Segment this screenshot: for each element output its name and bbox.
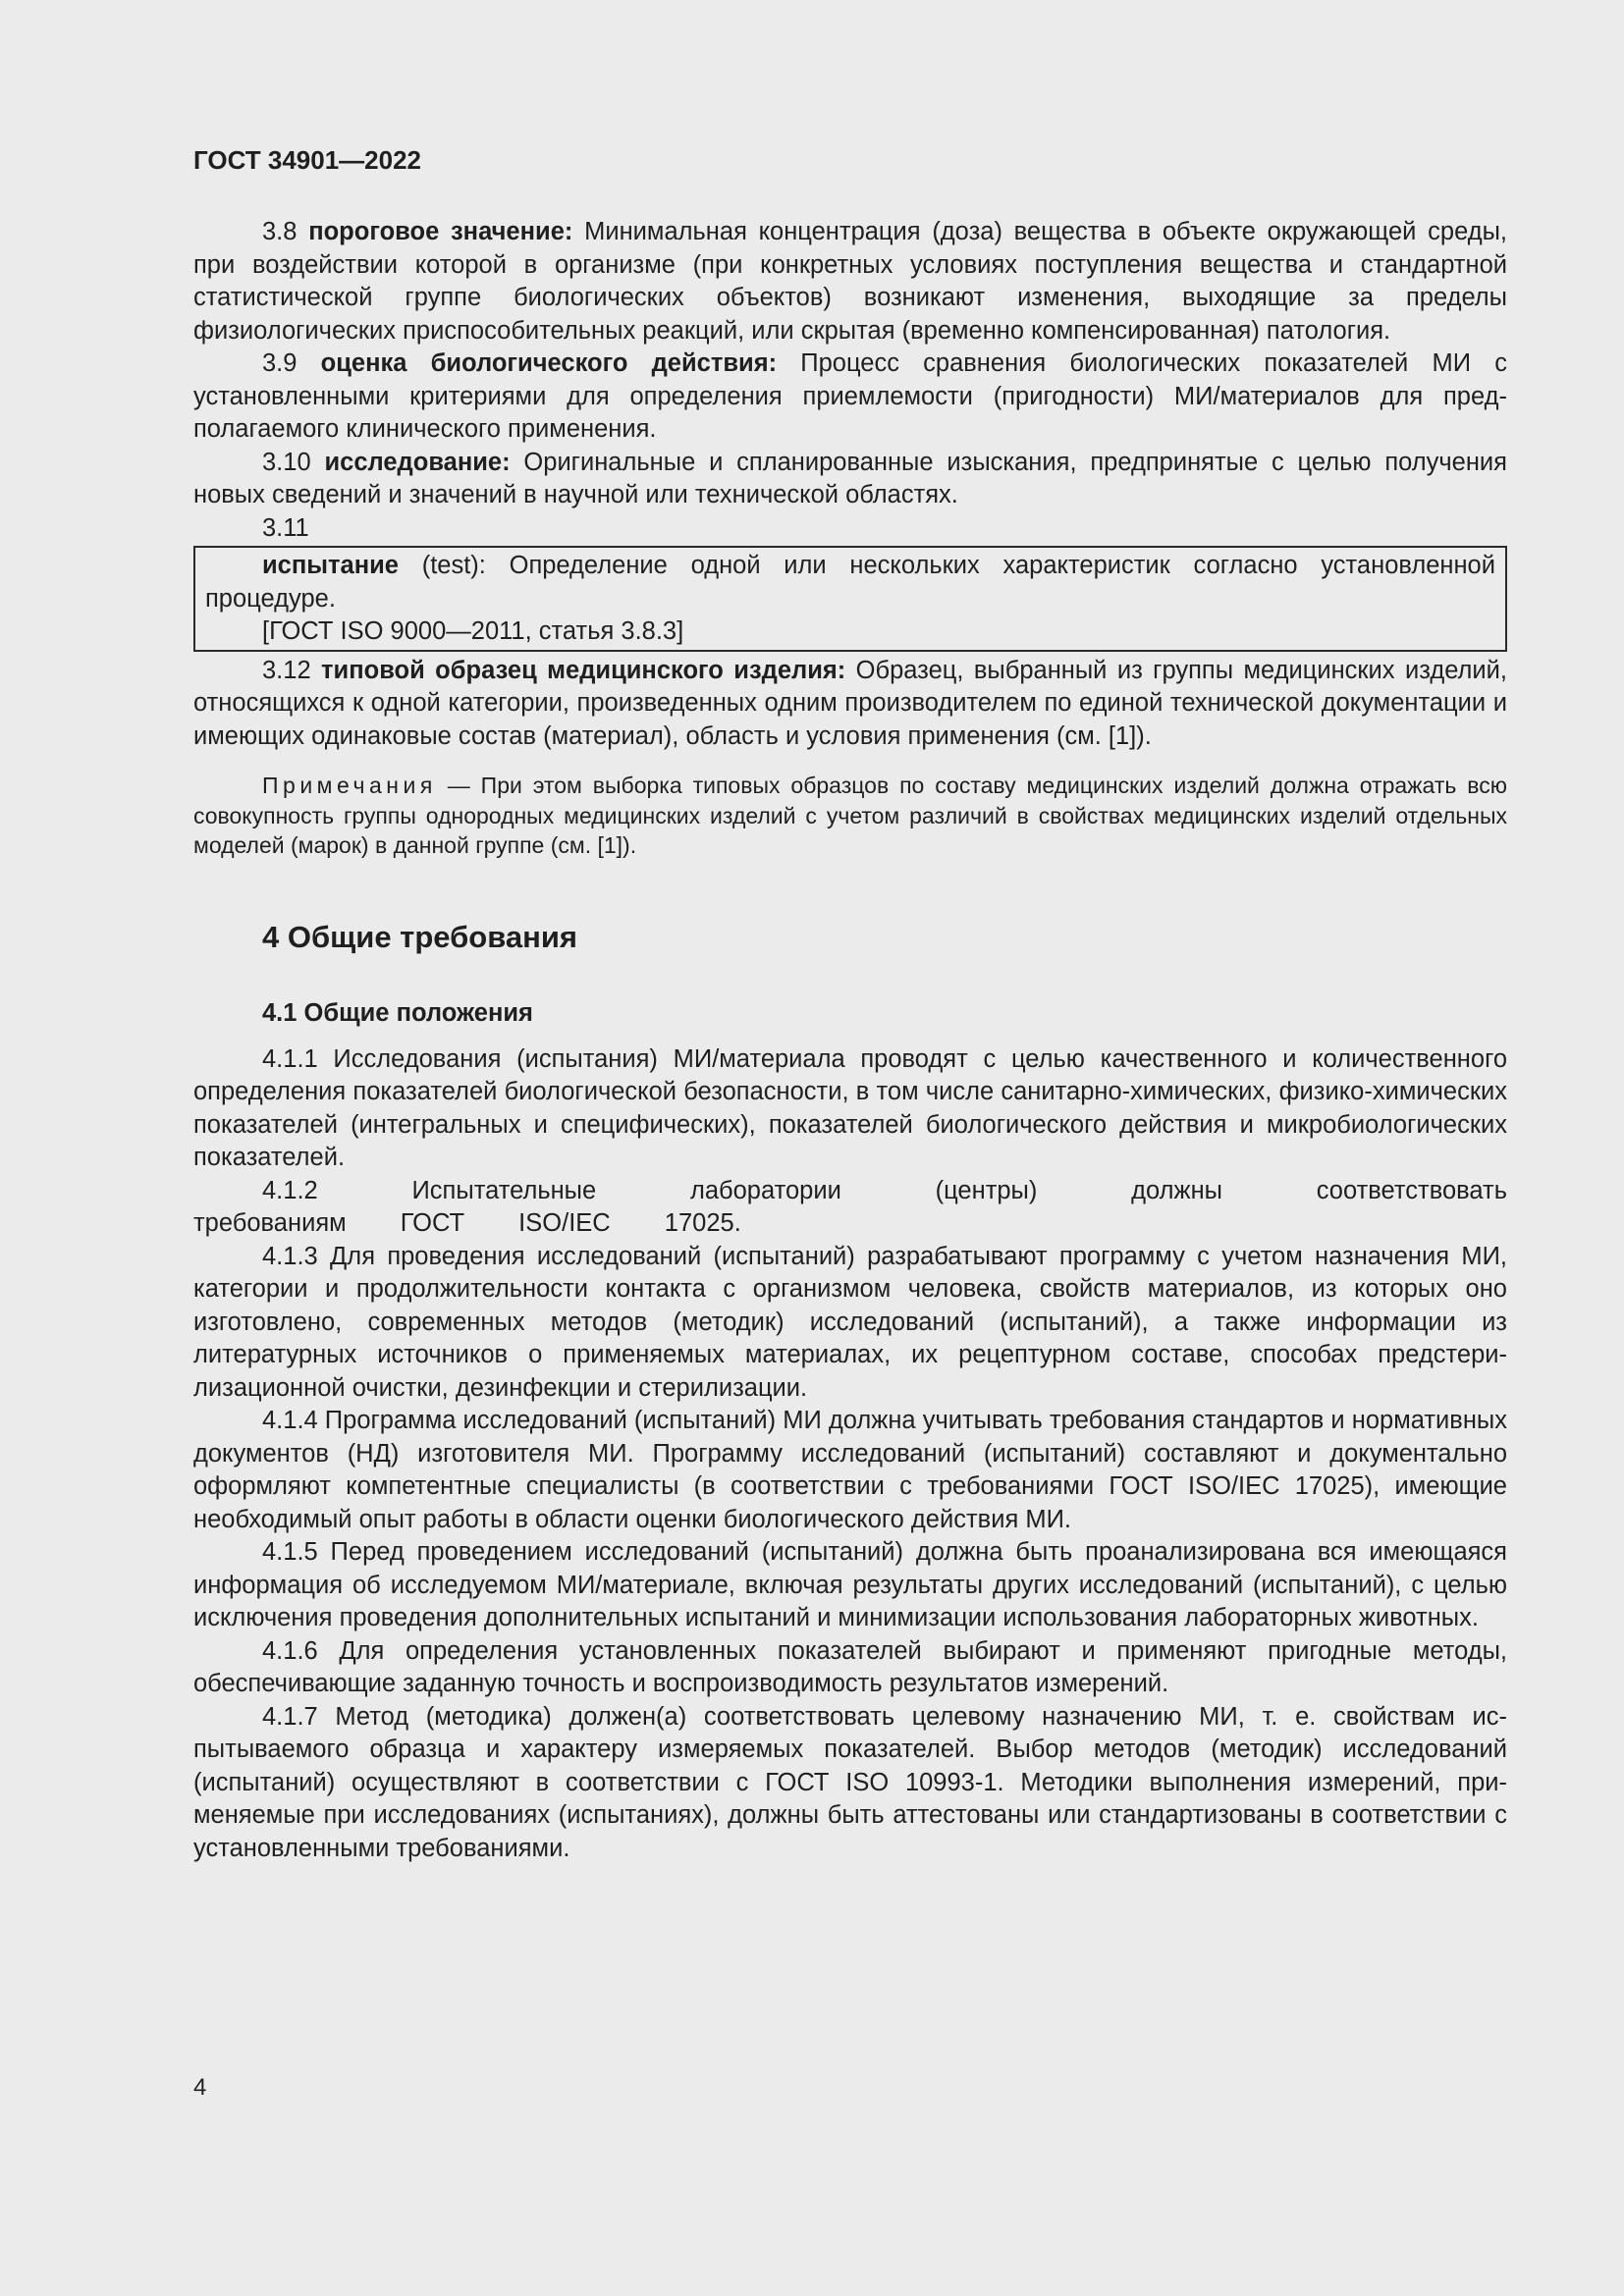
definition-term: исследование: (324, 448, 511, 476)
definition-term: оценка биологического действия: (320, 349, 778, 377)
definition-term: типовой образец медицинского изделия: (321, 656, 846, 684)
definition-number: 3.10 (262, 448, 311, 476)
definition-term: пороговое значение: (308, 218, 573, 245)
page-number: 4 (193, 2074, 207, 2101)
subsection-heading: 4.1 Общие положения (262, 998, 533, 1027)
definition-text: Оригинальные и спланированные изыскания, предпринятые с целью получения новых сведений и значений в научной или технической областях. (193, 448, 1507, 508)
definition-text: Процесс сравнения биологических показателей МИ с установленными критериями для определения приемлемости (пригодности) МИ/материалов для предполагаемого клинического применения. (193, 349, 1507, 443)
note-text: — При этом выборка типовых образцов по составу медицинских изделий должна отражать всю совокупность группы однородных медицинских изделий с учетом различий в свойствах медицинских изделий отдельных моделей (марок) в данной группе (см. [1]). (193, 773, 1507, 858)
paragraph-4-1-6: 4.1.6 Для определения установленных показателей выбирают и применяют пригодные методы, обеспечивающие заданную точность и воспроизводимость результатов измерений. (193, 1636, 1507, 1697)
paragraph-4-1-4: 4.1.4 Программа исследований (испытаний) МИ должна учитывать требования стандартов и нормативных документов (НД) изготовителя МИ. Программу исследований (испытаний) составляют и документально оформляют компетентные специалисты (в соответствии с требованиями ГОСТ ISO/IEC 17025), имеющие необходимый опыт работы в области оценки биологического действия МИ. (193, 1407, 1507, 1533)
quoted-definition-box (193, 546, 1507, 652)
definition-number: 3.8 (262, 218, 298, 245)
definition-text: Образец, выбранный из группы медицинских изделий, относящихся к одной категории, произведенных одним производителем по единой технической документации и имеющих одинаковые состав (материал), область и условия применения (см. [1]). (193, 656, 1507, 750)
definition-3-9 (193, 347, 1507, 447)
definition-text: Минимальная концентрация (доза) вещества в объекте окружающей среды, при воздействии которой в организме (при конкретных условиях поступления вещества и стандартной статистической группе биологических объектов) возникают изменения, выходящие за пределы физиологических приспособительных реакций, или скрытая (временно компенсированная) патология. (193, 218, 1507, 345)
definition-3-8 (193, 216, 1507, 347)
definition-3-12 (193, 655, 1507, 754)
paragraph-4-1-7: 4.1.7 Метод (методика) должен(а) соответствовать целевому назначению МИ, т. е. свойствам испытываемого образца и характеру измеряемых показателей. Выбор методов (методик) исследований (испытаний) осуществляют в соответствии с ГОСТ ISO 10993-1. Методики выполнения измерений, применяемые при исследованиях (испытаниях), должны быть аттестованы или стандартизованы в соответствии с установленными требованиями. (193, 1702, 1507, 1862)
section-heading: 4 Общие требования (262, 919, 577, 954)
definition-number: 3.9 (262, 349, 298, 377)
definition-number: 3.12 (262, 656, 311, 684)
paragraph-4-1-5: 4.1.5 Перед проведением исследований (испытаний) должна быть проанализирована вся имеющаяся информация об исследуемом МИ/материале, включая результаты других исследований (испытаний), с целью исключения проведения дополнительных испытаний и минимизации использования лабораторных животных. (193, 1538, 1507, 1631)
definition-number-3-11: 3.11 (262, 513, 309, 542)
definition-source: [ГОСТ ISO 9000—2011, статья 3.8.3] (262, 617, 684, 645)
document-page (193, 143, 1507, 1865)
paragraph-4-1-3: 4.1.3 Для проведения исследований (испытаний) разрабатывают программу с учетом назначения МИ, категории и продолжительности контакта с организмом человека, свойств материалов, из которых оно изготовлено, современных методов (методик) исследований (испытаний), а также информации из литературных источников о применяемых материалах, их рецептурном составе, способах предстерилизационной очистки, дезинфекции и стерилизации. (193, 1242, 1507, 1402)
definition-3-10 (193, 447, 1507, 512)
definition-term: испытание (262, 552, 399, 579)
note-label: Примечания (262, 773, 437, 798)
definition-text: (test): Определение одной или нескольких характеристик согласно установленной процедуре. (205, 552, 1495, 613)
paragraph-4-1-1: 4.1.1 Исследования (испытания) МИ/материала проводят с целью качественного и количественного определения показателей биологической безопасности, в том числе санитарно-химических, физико-химических показателей (интегральных и специфических), показателей биологического действия и микробиологических показателей. (193, 1044, 1507, 1171)
note (193, 771, 1507, 861)
paragraph-4-1-2: 4.1.2 Испытательные лаборатории (центры) должны соответствовать требованиям ГОСТ ISO/IEC 17025. (193, 1176, 1507, 1237)
document-header: ГОСТ 34901—2022 (193, 145, 421, 175)
definition-3-11 (205, 550, 1495, 615)
